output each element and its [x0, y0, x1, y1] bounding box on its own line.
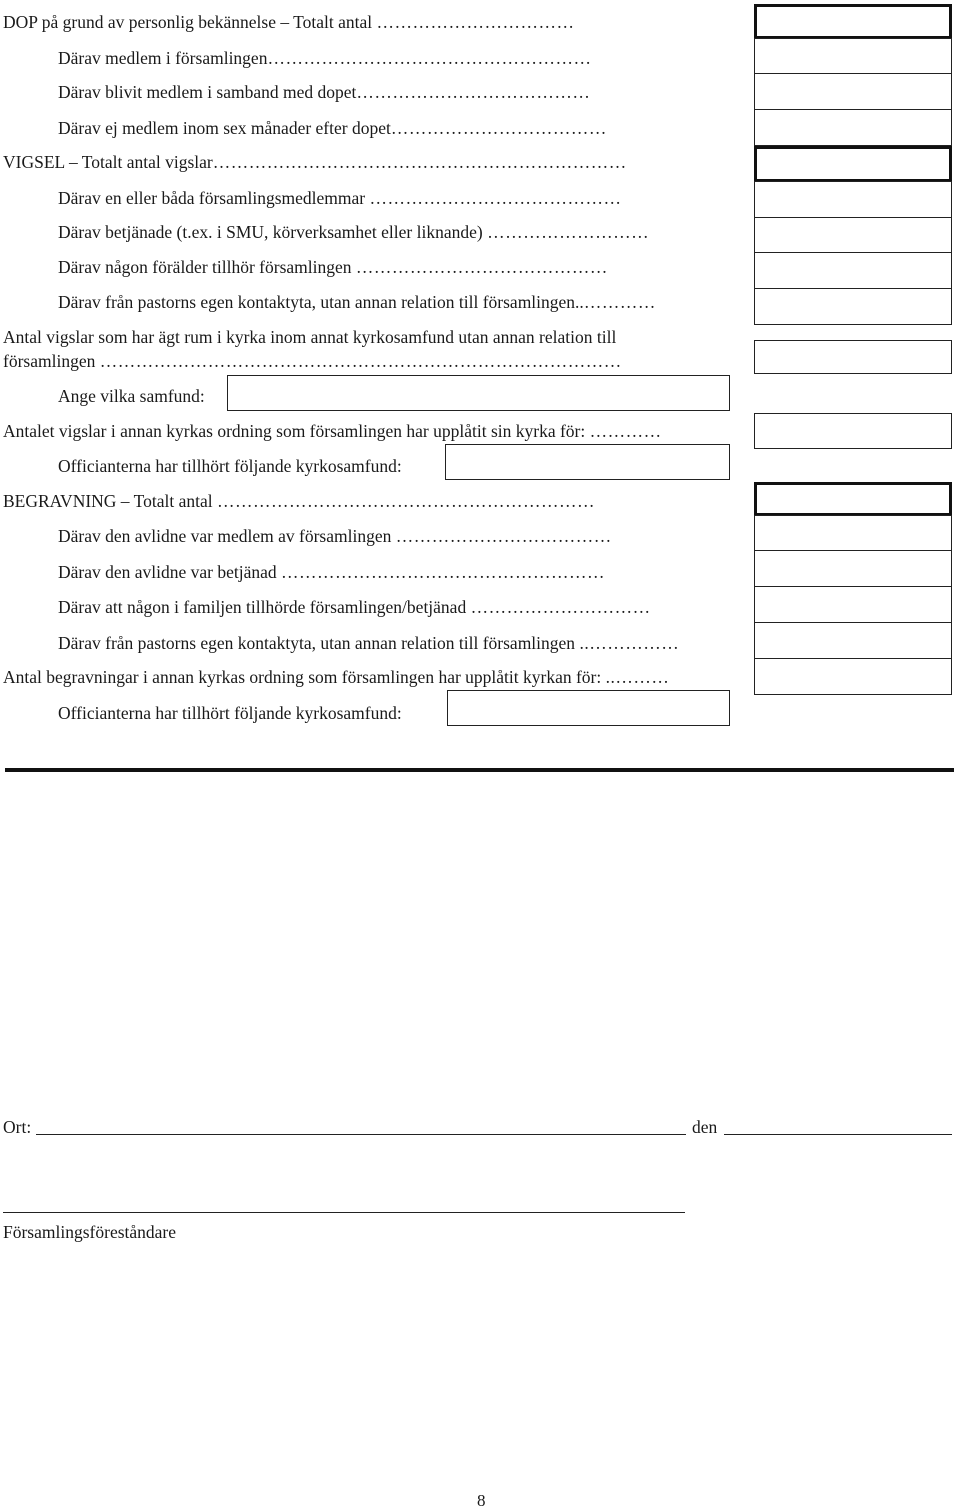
begravning-pastor-contact-box[interactable] [754, 622, 952, 659]
row-vigsel-served: Därav betjänade (t.ex. i SMU, körverksamhet eller liknande) ……………………… [58, 222, 650, 242]
row-begravning-family: Därav att någon i familjen tillhörde församlingen/betjänad ………………………… [58, 597, 651, 617]
begravning-total-box[interactable] [754, 482, 952, 516]
dop-total-box[interactable] [754, 4, 952, 39]
row-begravning-member: Därav den avlidne var medlem av församlingen ……………………………… [58, 526, 612, 546]
dop-member-box[interactable] [754, 38, 952, 74]
vigsel-members-box[interactable] [754, 181, 952, 218]
begravning-served-box[interactable] [754, 550, 952, 587]
dop-not-member-box[interactable] [754, 109, 952, 146]
row-vigsel-pastor-contact: Därav från pastorns egen kontaktyta, utan annan relation till församlingen..………… [58, 292, 656, 312]
row-begravning-served: Därav den avlidne var betjänad ……………………………………………… [58, 562, 606, 582]
row-vigsel-other-church-2: församlingen …………………………………………………………………………… [3, 351, 622, 371]
row-begravning-total: BEGRAVNING – Totalt antal ……………………………………………………… [3, 491, 595, 511]
ort-label: Ort: [3, 1117, 32, 1137]
officianter-begravning-input[interactable] [447, 690, 730, 726]
dop-became-member-box[interactable] [754, 73, 952, 110]
vigsel-lent-church-box[interactable] [754, 413, 952, 449]
label-officianter-begravning: Officianterna har tillhört följande kyrkosamfund: [58, 703, 402, 723]
vigsel-parent-box[interactable] [754, 252, 952, 289]
row-dop-not-member: Därav ej medlem inom sex månader efter dopet……………………………… [58, 118, 607, 138]
row-vigsel-lent-church: Antalet vigslar i annan kyrkas ordning som församlingen har upplåtit sin kyrka för: ………… [3, 421, 662, 441]
row-begravning-pastor-contact: Därav från pastorns egen kontaktyta, utan annan relation till församlingen ..…………… [58, 633, 680, 653]
vigsel-served-box[interactable] [754, 217, 952, 253]
role-label: Församlingsföreståndare [3, 1222, 177, 1242]
ort-field[interactable] [36, 1134, 686, 1135]
samfund-input[interactable] [227, 375, 730, 411]
row-dop-became-member: Därav blivit medlem i samband med dopet………………………………… [58, 82, 591, 102]
section-divider [5, 768, 954, 772]
row-dop-member: Därav medlem i församlingen……………………………………………… [58, 48, 592, 68]
signature-field[interactable] [3, 1212, 685, 1213]
vigsel-total-box[interactable] [754, 146, 952, 182]
row-vigsel-total: VIGSEL – Totalt antal vigslar…………………………………………………………… [3, 152, 627, 172]
row-vigsel-other-church-1: Antal vigslar som har ägt rum i kyrka inom annat kyrkosamfund utan annan relation till [3, 327, 617, 347]
begravning-family-box[interactable] [754, 586, 952, 623]
begravning-lent-church-box[interactable] [754, 658, 952, 695]
label-ange-samfund: Ange vilka samfund: [58, 386, 205, 406]
row-begravning-lent-church: Antal begravningar i annan kyrkas ordning som församlingen har upplåtit kyrkan för: ..……… [3, 667, 670, 687]
row-vigsel-parent: Därav någon förälder tillhör församlingen …………………………………… [58, 257, 608, 277]
begravning-member-box[interactable] [754, 515, 952, 551]
vigsel-pastor-contact-box[interactable] [754, 288, 952, 325]
den-label: den [692, 1117, 718, 1137]
row-vigsel-members: Därav en eller båda församlingsmedlemmar …………………………………… [58, 188, 622, 208]
page-number: 8 [477, 1491, 486, 1510]
label-officianter-vigsel: Officianterna har tillhört följande kyrkosamfund: [58, 456, 402, 476]
vigsel-other-church-box[interactable] [754, 340, 952, 374]
row-dop-total: DOP på grund av personlig bekännelse – Totalt antal …………………………… [3, 12, 575, 32]
officianter-vigsel-input[interactable] [445, 444, 730, 480]
date-field[interactable] [724, 1134, 952, 1135]
